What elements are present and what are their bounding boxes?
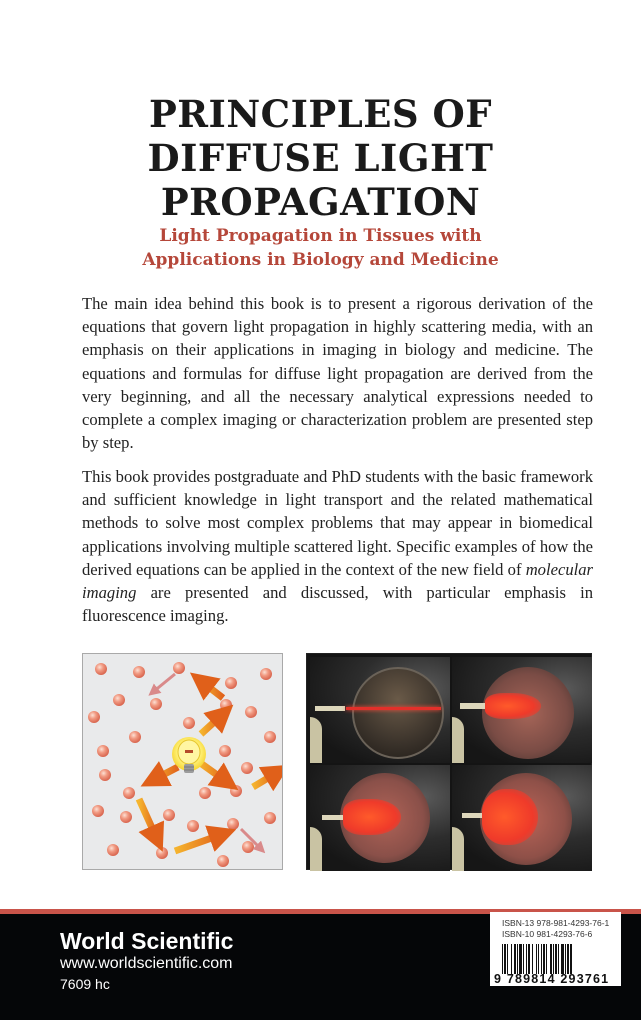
publisher-block	[60, 928, 233, 994]
barcode-bar	[572, 944, 573, 974]
photo-panel-2	[452, 657, 592, 763]
subtitle-line-1: Light Propagation in Tissues with	[159, 226, 482, 246]
description-paragraph-1: The main idea behind this book is to present a rigorous derivation of the equations that govern light propagation in highly scattering media, with an emphasis on their applications in imaging in biology and medicine. The equations and formulas for diffuse light propagation are derived from the very beginning, and all the necessary analytical expressions needed to complete a complex imaging or characterization problem are presented step by step.	[82, 294, 593, 453]
subtitle-line-2: Applications in Biology and Medicine	[142, 250, 499, 270]
title-line-3: PROPAGATION	[160, 180, 481, 224]
title-line-1: PRINCIPLES OF	[148, 92, 493, 136]
publisher-name: World Scientific	[60, 928, 234, 954]
product-code: 7609 hc	[60, 976, 110, 992]
book-title	[0, 92, 641, 224]
barcode-digits: 9 789814 293761	[494, 972, 610, 986]
description-paragraph-2	[82, 465, 593, 627]
isbn-10: ISBN-10 981-4293-76-6	[502, 929, 593, 939]
photo-panel-4	[452, 765, 592, 871]
isbn-13: ISBN-13 978-981-4293-76-1	[502, 918, 610, 928]
diffuse-light-photographs	[306, 653, 592, 870]
book-subtitle	[0, 224, 641, 272]
publisher-url: www.worldscientific.com	[60, 955, 233, 972]
paragraph-2-italic-term: molecular imaging	[82, 559, 593, 603]
paragraph-2-text-b: are presented and discussed, with particular emphasis in fluorescence imaging.	[82, 583, 593, 626]
paragraph-2-text-a: This book provides postgraduate and PhD students with the basic framework and sufficient knowledge in light transport and the related mathematical methods to solve most complex problems that may appear in biomedical applications involving multiple scattered light. Specific examples of how the derived equations can be applied in the context of the new field of	[82, 467, 593, 579]
light-scattering-diagram	[82, 653, 283, 870]
title-line-2: DIFFUSE LIGHT	[147, 136, 494, 180]
photo-panel-3	[310, 765, 450, 871]
isbn-barcode-label	[490, 912, 621, 986]
barcode-bars	[502, 944, 610, 974]
photo-panel-1	[310, 657, 450, 763]
scattering-illustration	[83, 654, 282, 869]
